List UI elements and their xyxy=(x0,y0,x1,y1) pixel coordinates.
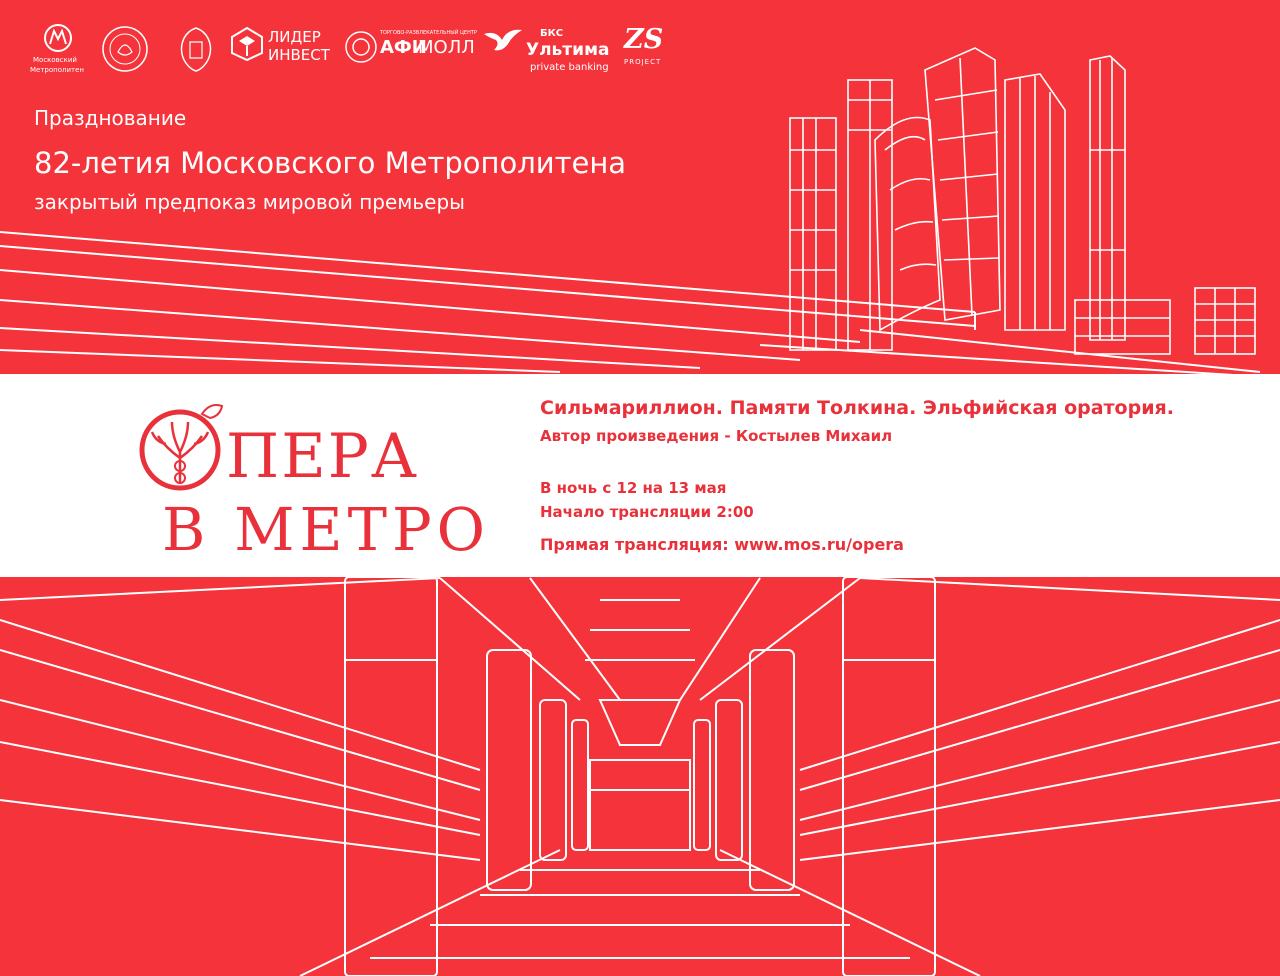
metro-logo xyxy=(28,20,88,84)
zs-main-text: ZS xyxy=(624,24,664,55)
bks-small-text: БКС xyxy=(540,28,564,39)
zs-project-logo xyxy=(620,24,670,80)
celebration-label: Празднование xyxy=(34,106,187,130)
lider-invest-line2: ИНВЕСТ xyxy=(268,46,330,64)
anniversary-title: 82-летия Московского Метрополитена xyxy=(34,146,627,180)
emblem-logo xyxy=(174,24,218,74)
metro-m-icon xyxy=(28,20,88,60)
bks-sub-text: private banking xyxy=(530,62,609,73)
metro-logo-line1: Московский xyxy=(33,56,77,64)
event-title: Сильмариллион. Памяти Толкина. Эльфийская оратория. xyxy=(540,397,1174,419)
live-stream-link[interactable]: Прямая трансляция: www.mos.ru/opera xyxy=(540,535,904,554)
lider-invest-line1: ЛИДЕР xyxy=(268,28,321,46)
afimall-tail-text: МОЛЛ xyxy=(418,37,475,58)
afimall-logo xyxy=(344,30,477,80)
event-start-time: Начало трансляции 2:00 xyxy=(540,503,754,521)
diamond-cube-icon xyxy=(230,26,264,62)
event-date: В ночь с 12 на 13 мая xyxy=(540,479,727,497)
skyline-illustration xyxy=(790,48,1255,354)
university-seal-logo xyxy=(100,24,150,74)
metro-logo-line2: Метрополитен xyxy=(30,66,84,74)
opera-v-metro-logo xyxy=(136,392,506,562)
event-author: Автор произведения - Костылев Михаил xyxy=(540,427,893,445)
preview-subtitle: закрытый предпоказ мировой премьеры xyxy=(34,190,465,214)
sponsor-logos xyxy=(28,20,688,84)
tree-circle-icon xyxy=(136,392,228,502)
opera-logo-line2: В МЕТРО xyxy=(162,495,491,564)
bird-icon xyxy=(482,26,524,56)
bridge-lines-illustration xyxy=(0,232,1280,378)
emblem-icon xyxy=(174,24,218,74)
bks-main-text: Ультима xyxy=(526,40,610,60)
afimall-emblem-icon xyxy=(344,30,378,64)
bks-ultima-logo xyxy=(482,26,612,82)
seal-icon xyxy=(100,24,150,74)
metro-station-illustration xyxy=(0,577,1280,976)
afimall-main-text: АФИ xyxy=(380,37,427,58)
lider-invest-logo xyxy=(230,26,340,76)
afimall-top-text: ТОРГОВО-РАЗВЛЕКАТЕЛЬНЫЙ ЦЕНТР xyxy=(380,30,477,36)
zs-sub-text: PROJECT xyxy=(624,58,662,66)
opera-logo-line1: ПЕРА xyxy=(226,421,419,492)
